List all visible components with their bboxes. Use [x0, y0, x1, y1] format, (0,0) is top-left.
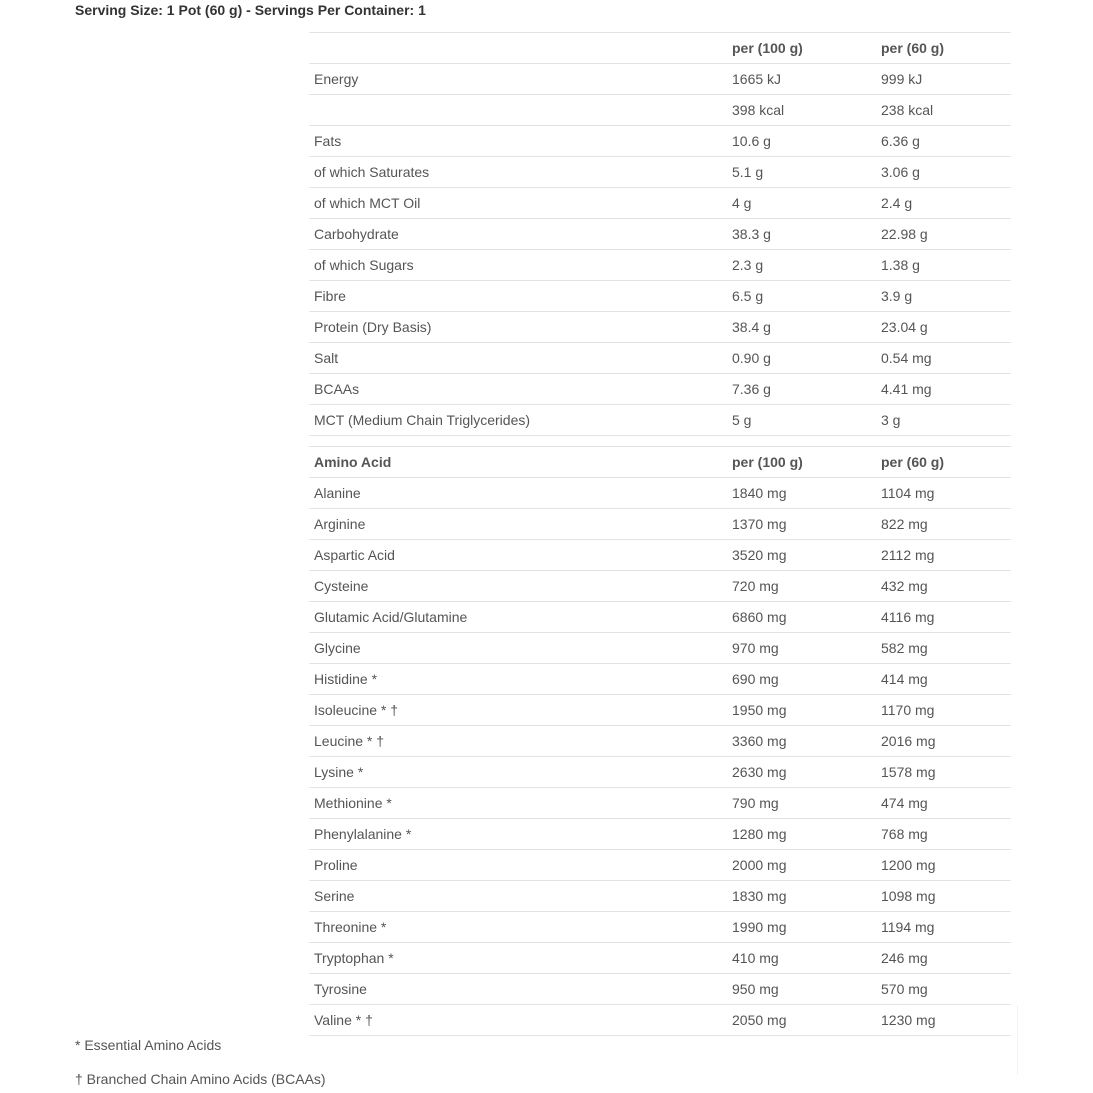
nutrition-value-per-100g: 2.3 g: [727, 250, 876, 281]
nutrition-value-per-60g: 999 kJ: [876, 64, 1011, 95]
nutrition-value-per-100g: 0.90 g: [727, 343, 876, 374]
nutrition-row: [309, 95, 1011, 126]
nutrition-nutrient-name: Energy: [309, 64, 727, 95]
amino-nutrient-name: Tyrosine: [309, 974, 727, 1005]
nutrition-header-label: [309, 33, 727, 64]
nutrition-value-per-60g: 4.41 mg: [876, 374, 1011, 405]
nutrition-value-per-60g: 23.04 g: [876, 312, 1011, 343]
nutrition-table-body: [309, 33, 1011, 436]
amino-row: [309, 478, 1011, 509]
nutrition-nutrient-name: Fats: [309, 126, 727, 157]
nutrition-row: [309, 126, 1011, 157]
amino-value-per-100g: 1370 mg: [727, 509, 876, 540]
amino-value-per-60g: 1170 mg: [876, 695, 1011, 726]
nutrition-row: [309, 188, 1011, 219]
nutrition-header-per-60g: per (60 g): [876, 33, 1011, 64]
nutrition-row: [309, 250, 1011, 281]
nutrition-nutrient-name: Carbohydrate: [309, 219, 727, 250]
amino-value-per-100g: 2050 mg: [727, 1005, 876, 1036]
amino-row: [309, 788, 1011, 819]
amino-value-per-100g: 1830 mg: [727, 881, 876, 912]
amino-value-per-100g: 2000 mg: [727, 850, 876, 881]
amino-value-per-60g: 1578 mg: [876, 757, 1011, 788]
footnote-bcaas: † Branched Chain Amino Acids (BCAAs): [75, 1071, 326, 1087]
amino-row: [309, 1005, 1011, 1036]
nutrition-table: [309, 32, 1011, 436]
amino-nutrient-name: Arginine: [309, 509, 727, 540]
amino-value-per-100g: 410 mg: [727, 943, 876, 974]
amino-value-per-60g: 1194 mg: [876, 912, 1011, 943]
nutrition-nutrient-name: Fibre: [309, 281, 727, 312]
amino-nutrient-name: Phenylalanine *: [309, 819, 727, 850]
amino-value-per-100g: 790 mg: [727, 788, 876, 819]
nutrition-row: [309, 343, 1011, 374]
amino-nutrient-name: Lysine *: [309, 757, 727, 788]
amino-nutrient-name: Glutamic Acid/Glutamine: [309, 602, 727, 633]
nutrition-value-per-100g: 38.3 g: [727, 219, 876, 250]
amino-nutrient-name: Histidine *: [309, 664, 727, 695]
amino-nutrient-name: Aspartic Acid: [309, 540, 727, 571]
nutrition-row: [309, 157, 1011, 188]
nutrition-value-per-60g: 1.38 g: [876, 250, 1011, 281]
amino-value-per-60g: 2112 mg: [876, 540, 1011, 571]
nutrition-value-per-60g: 3.9 g: [876, 281, 1011, 312]
amino-nutrient-name: Glycine: [309, 633, 727, 664]
amino-value-per-60g: 432 mg: [876, 571, 1011, 602]
amino-value-per-60g: 1200 mg: [876, 850, 1011, 881]
amino-row: [309, 850, 1011, 881]
nutrition-nutrient-name: [309, 95, 727, 126]
nutrition-nutrient-name: MCT (Medium Chain Triglycerides): [309, 405, 727, 436]
nutrition-value-per-60g: 22.98 g: [876, 219, 1011, 250]
nutrition-row: [309, 219, 1011, 250]
amino-row: [309, 819, 1011, 850]
nutrition-nutrient-name: Protein (Dry Basis): [309, 312, 727, 343]
nutrition-value-per-100g: 398 kcal: [727, 95, 876, 126]
serving-info: Serving Size: 1 Pot (60 g) - Servings Per Container: 1: [75, 2, 426, 18]
amino-value-per-60g: 768 mg: [876, 819, 1011, 850]
nutrition-nutrient-name: Salt: [309, 343, 727, 374]
amino-row: [309, 540, 1011, 571]
amino-value-per-60g: 1104 mg: [876, 478, 1011, 509]
amino-value-per-100g: 1990 mg: [727, 912, 876, 943]
nutrition-value-per-100g: 4 g: [727, 188, 876, 219]
amino-nutrient-name: Valine * †: [309, 1005, 727, 1036]
amino-nutrient-name: Methionine *: [309, 788, 727, 819]
nutrition-value-per-60g: 238 kcal: [876, 95, 1011, 126]
nutrition-value-per-100g: 1665 kJ: [727, 64, 876, 95]
nutrition-value-per-100g: 5.1 g: [727, 157, 876, 188]
amino-row: [309, 912, 1011, 943]
amino-value-per-60g: 246 mg: [876, 943, 1011, 974]
amino-value-per-60g: 2016 mg: [876, 726, 1011, 757]
nutrition-value-per-60g: 3.06 g: [876, 157, 1011, 188]
footnote-essential-amino-acids: * Essential Amino Acids: [75, 1037, 222, 1053]
amino-row: [309, 943, 1011, 974]
nutrition-row: [309, 281, 1011, 312]
amino-nutrient-name: Serine: [309, 881, 727, 912]
amino-header-per-60g: per (60 g): [876, 447, 1011, 478]
amino-value-per-100g: 690 mg: [727, 664, 876, 695]
amino-value-per-100g: 720 mg: [727, 571, 876, 602]
amino-value-per-100g: 3360 mg: [727, 726, 876, 757]
amino-row: [309, 571, 1011, 602]
nutrition-header-row: [309, 33, 1011, 64]
amino-nutrient-name: Tryptophan *: [309, 943, 727, 974]
nutrition-value-per-60g: 3 g: [876, 405, 1011, 436]
amino-row: [309, 633, 1011, 664]
amino-value-per-100g: 2630 mg: [727, 757, 876, 788]
amino-value-per-100g: 3520 mg: [727, 540, 876, 571]
nutrition-row: [309, 64, 1011, 95]
amino-value-per-60g: 414 mg: [876, 664, 1011, 695]
nutrition-row: [309, 374, 1011, 405]
nutrition-nutrient-name: of which Sugars: [309, 250, 727, 281]
nutrition-row: [309, 312, 1011, 343]
amino-value-per-60g: 1230 mg: [876, 1005, 1011, 1036]
amino-row: [309, 602, 1011, 633]
amino-value-per-100g: 6860 mg: [727, 602, 876, 633]
amino-value-per-60g: 582 mg: [876, 633, 1011, 664]
amino-nutrient-name: Leucine * †: [309, 726, 727, 757]
amino-nutrient-name: Proline: [309, 850, 727, 881]
amino-row: [309, 881, 1011, 912]
nutrition-value-per-100g: 38.4 g: [727, 312, 876, 343]
amino-value-per-100g: 950 mg: [727, 974, 876, 1005]
nutrition-value-per-60g: 0.54 mg: [876, 343, 1011, 374]
nutrition-panel: [309, 32, 1011, 1036]
amino-row: [309, 695, 1011, 726]
amino-nutrient-name: Isoleucine * †: [309, 695, 727, 726]
nutrition-value-per-60g: 2.4 g: [876, 188, 1011, 219]
nutrition-nutrient-name: of which MCT Oil: [309, 188, 727, 219]
amino-row: [309, 974, 1011, 1005]
amino-acid-table-body: [309, 447, 1011, 1036]
amino-value-per-60g: 822 mg: [876, 509, 1011, 540]
amino-value-per-100g: 1280 mg: [727, 819, 876, 850]
amino-value-per-100g: 1840 mg: [727, 478, 876, 509]
amino-nutrient-name: Threonine *: [309, 912, 727, 943]
amino-row: [309, 726, 1011, 757]
amino-value-per-60g: 1098 mg: [876, 881, 1011, 912]
amino-header-per-100g: per (100 g): [727, 447, 876, 478]
amino-row: [309, 757, 1011, 788]
amino-acid-table: [309, 446, 1011, 1036]
amino-value-per-60g: 4116 mg: [876, 602, 1011, 633]
nutrition-nutrient-name: of which Saturates: [309, 157, 727, 188]
amino-value-per-60g: 570 mg: [876, 974, 1011, 1005]
nutrition-header-per-100g: per (100 g): [727, 33, 876, 64]
amino-value-per-100g: 970 mg: [727, 633, 876, 664]
amino-value-per-100g: 1950 mg: [727, 695, 876, 726]
amino-nutrient-name: Cysteine: [309, 571, 727, 602]
nutrition-value-per-60g: 6.36 g: [876, 126, 1011, 157]
amino-row: [309, 509, 1011, 540]
amino-header-row: [309, 447, 1011, 478]
amino-row: [309, 664, 1011, 695]
nutrition-value-per-100g: 5 g: [727, 405, 876, 436]
amino-header-label: Amino Acid: [309, 447, 727, 478]
nutrition-nutrient-name: BCAAs: [309, 374, 727, 405]
amino-value-per-60g: 474 mg: [876, 788, 1011, 819]
panel-edge-divider: [1017, 1005, 1018, 1075]
nutrition-row: [309, 405, 1011, 436]
nutrition-value-per-100g: 10.6 g: [727, 126, 876, 157]
nutrition-value-per-100g: 7.36 g: [727, 374, 876, 405]
nutrition-value-per-100g: 6.5 g: [727, 281, 876, 312]
amino-nutrient-name: Alanine: [309, 478, 727, 509]
